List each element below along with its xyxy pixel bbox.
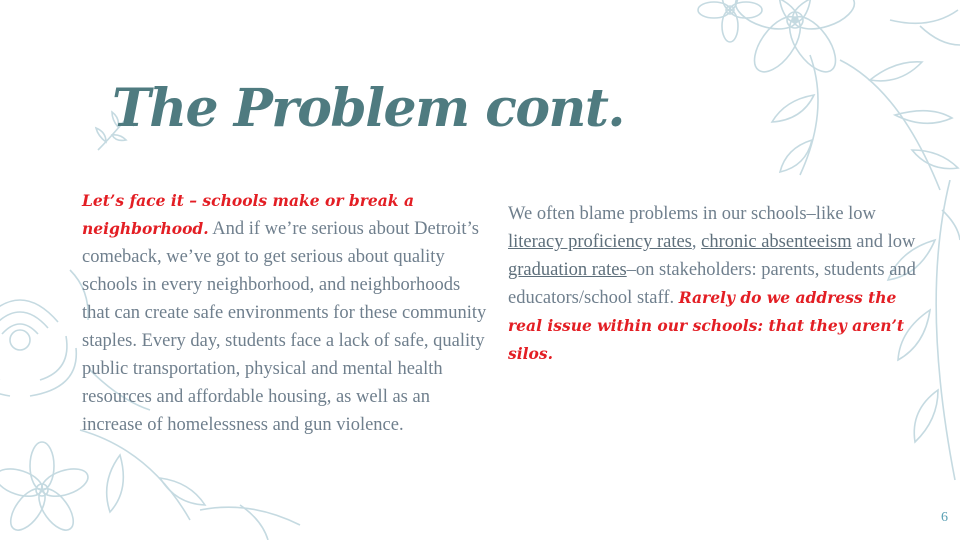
right-text-4: –on stakeholders: parents, students and educators/school staff. [508, 260, 916, 308]
right-text-2: , [691, 232, 702, 252]
left-body-text: And if we’re serious about Detroit’s comeback, we’ve got to get serious about quality schools in every neighborhood, and neighborhoods that can create safe environments for these community staples. Every day, students face a lack of safe, quality public transportation, physical and mental health resources and affordable housing, as well as an increase of homelessness and gun violence. [82, 219, 487, 435]
left-paragraph [82, 187, 492, 439]
lead-highlight: Let’s face it – schools make or break a neighborhood. [82, 191, 414, 238]
right-text-1: We often blame problems in our schools–like low [508, 204, 876, 224]
right-text-3: and low [851, 232, 916, 252]
chronic-absenteeism-link[interactable]: chronic absenteeism [701, 232, 852, 252]
graduation-rates-link[interactable]: graduation rates [508, 260, 627, 280]
slide-title: The Problem cont. [112, 78, 624, 139]
floral-top-right [690, 0, 960, 200]
page-number: 6 [941, 510, 948, 525]
emphasis-highlight: Rarely do we address the real issue within our schools: that they aren’t silos. [508, 288, 905, 363]
literacy-proficiency-link[interactable]: literacy proficiency rates [508, 232, 692, 252]
right-paragraph [508, 200, 918, 368]
